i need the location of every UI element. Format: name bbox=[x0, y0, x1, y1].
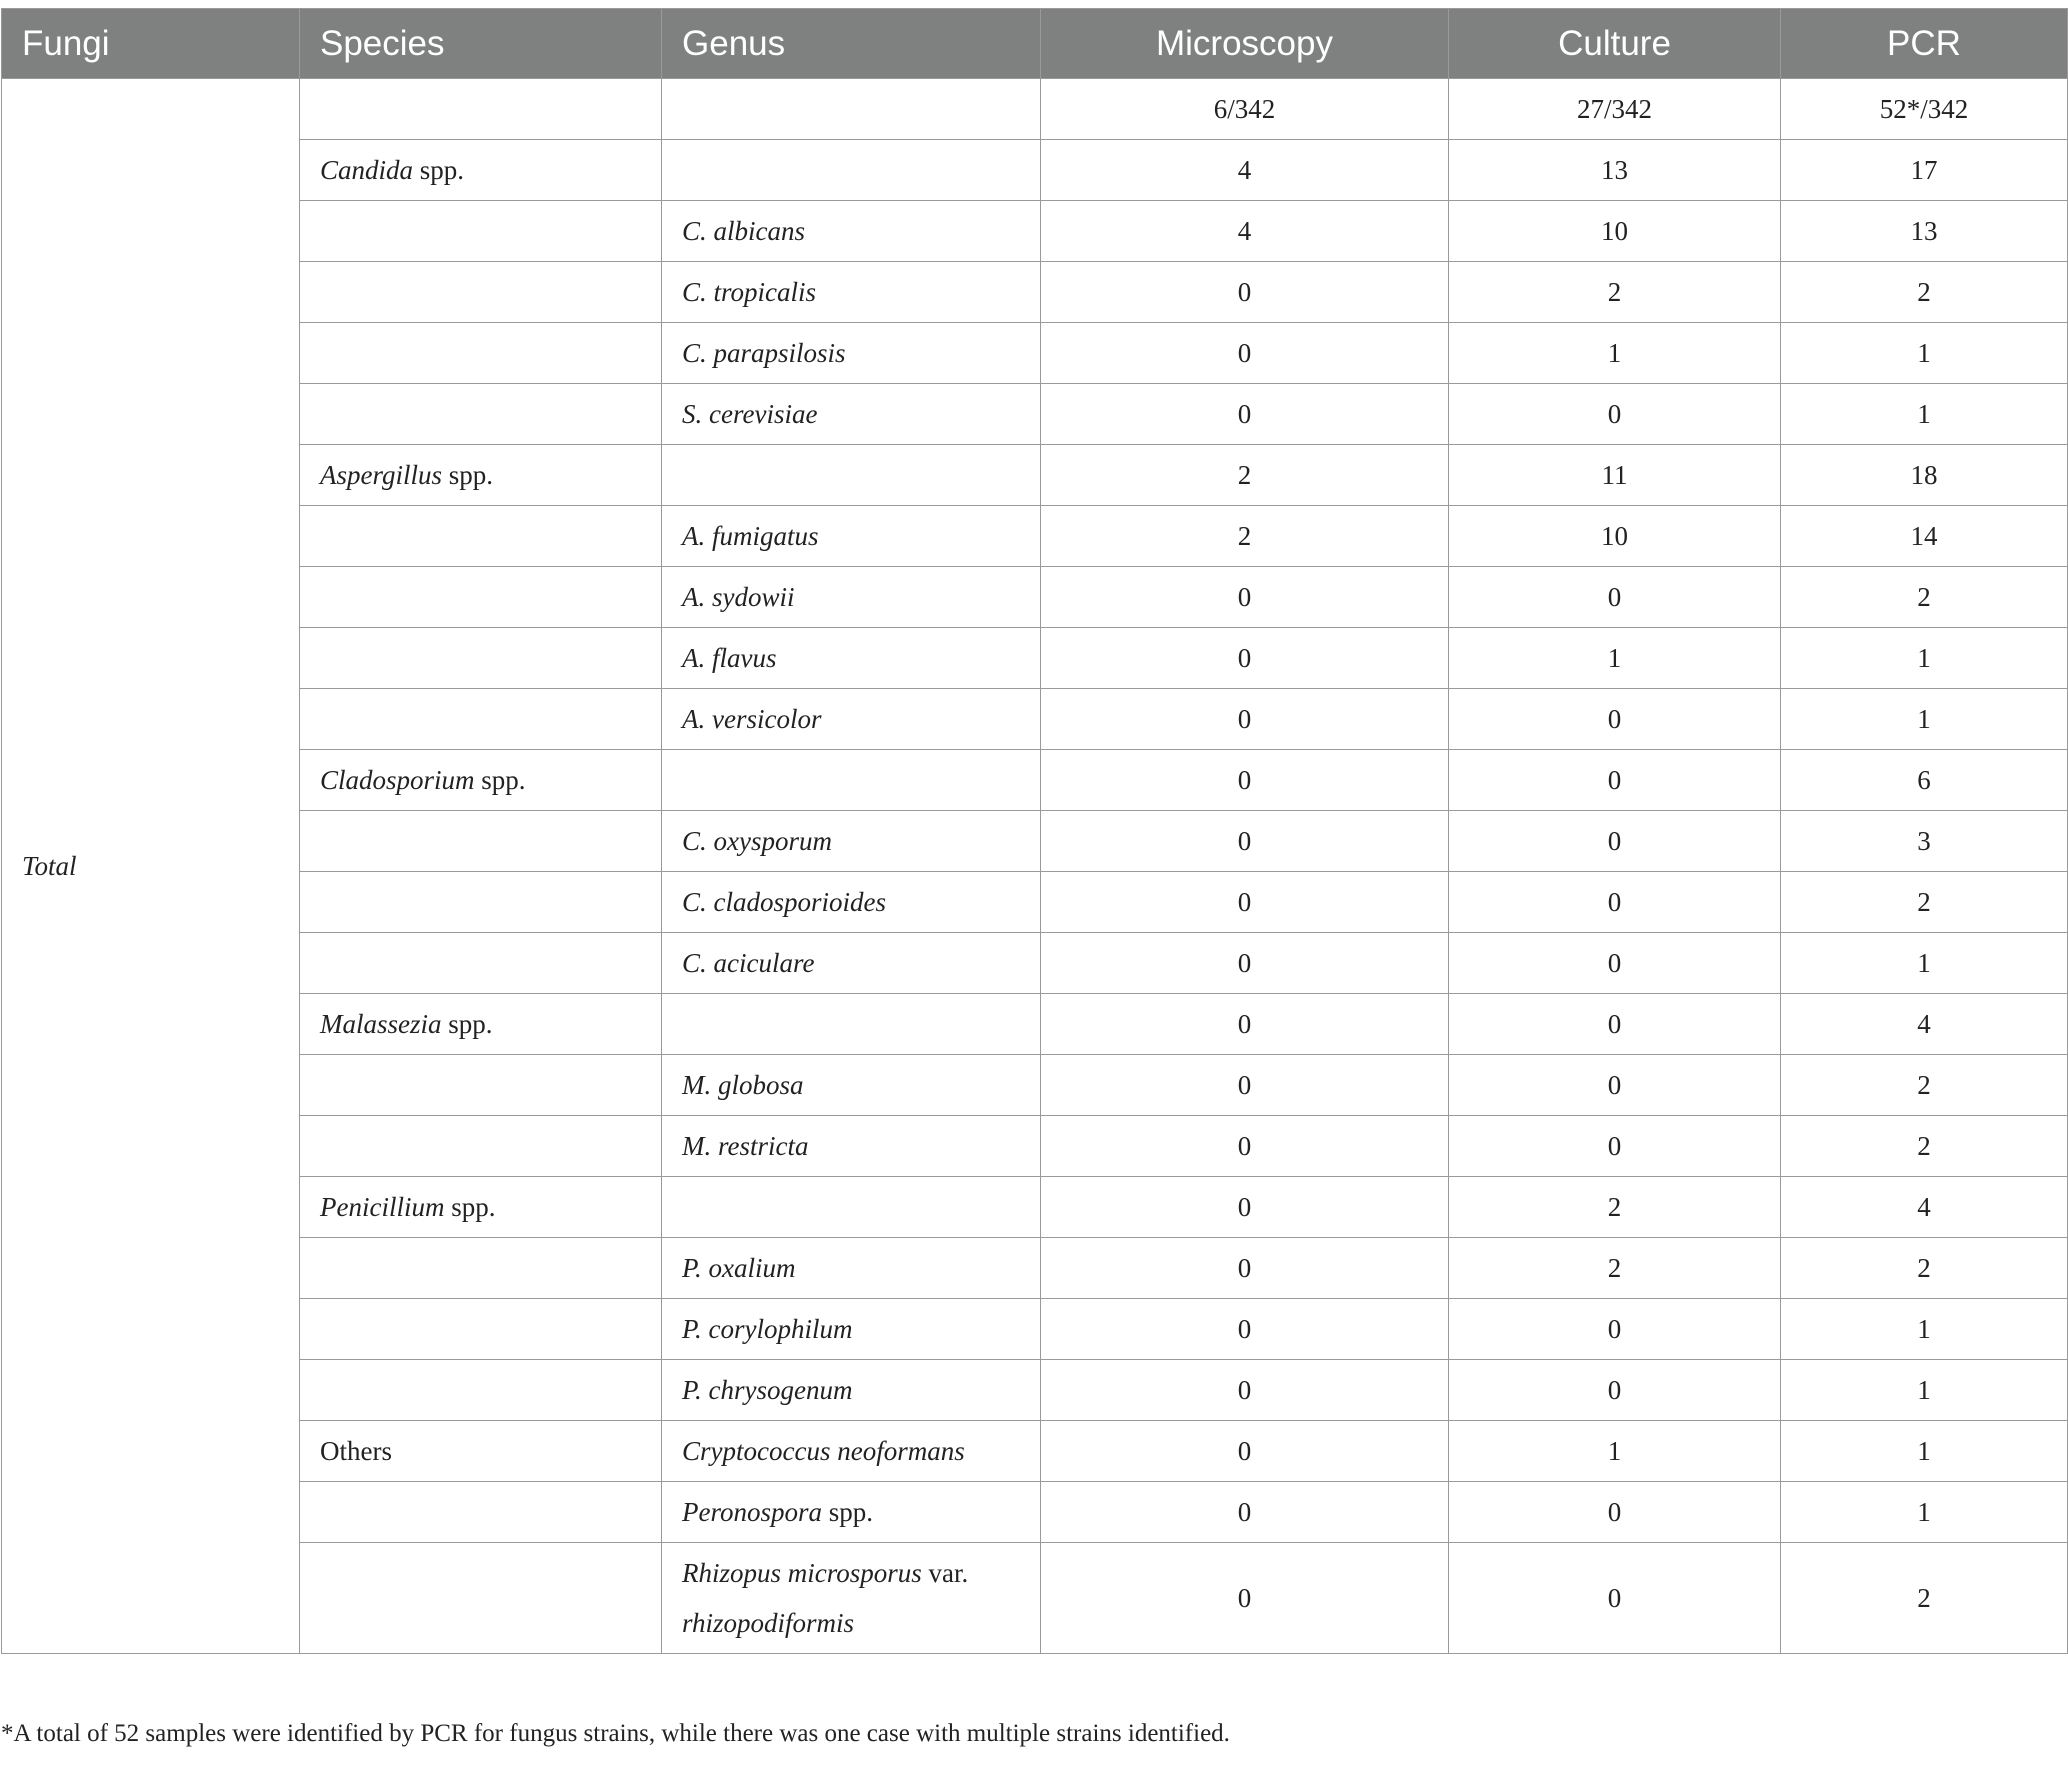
table-row bbox=[2, 628, 2068, 689]
genus-name-italic: S. cerevisiae bbox=[682, 398, 818, 429]
species-cell bbox=[300, 994, 662, 1055]
genus-name-italic: C. oxysporum bbox=[682, 825, 832, 856]
species-name-italic: Penicillium bbox=[320, 1191, 445, 1222]
culture-cell: 2 bbox=[1449, 262, 1781, 323]
microscopy-cell: 0 bbox=[1041, 628, 1449, 689]
culture-cell: 0 bbox=[1449, 994, 1781, 1055]
genus-cell bbox=[662, 1177, 1041, 1238]
microscopy-cell: 0 bbox=[1041, 384, 1449, 445]
table-row bbox=[2, 1543, 2068, 1654]
table-row bbox=[2, 1482, 2068, 1543]
table-row bbox=[2, 1421, 2068, 1482]
header-row bbox=[2, 9, 2068, 79]
culture-cell: 10 bbox=[1449, 506, 1781, 567]
species-name-italic: Cladosporium bbox=[320, 764, 475, 795]
culture-cell: 1 bbox=[1449, 1421, 1781, 1482]
genus-cell bbox=[662, 628, 1041, 689]
species-cell bbox=[300, 140, 662, 201]
table-row bbox=[2, 1055, 2068, 1116]
species-cell bbox=[300, 506, 662, 567]
table-row bbox=[2, 1116, 2068, 1177]
genus-cell bbox=[662, 201, 1041, 262]
microscopy-total: 6/342 bbox=[1041, 79, 1449, 140]
fungi-table bbox=[1, 8, 2068, 1654]
culture-cell: 2 bbox=[1449, 1177, 1781, 1238]
species-name-italic: Malassezia bbox=[320, 1008, 442, 1039]
microscopy-cell: 0 bbox=[1041, 1482, 1449, 1543]
table-footnote: *A total of 52 samples were identified by PCR for fungus strains, while there was one case with multiple strains identified. bbox=[1, 1720, 1230, 1747]
genus-cell bbox=[662, 1238, 1041, 1299]
species-cell bbox=[300, 1543, 662, 1654]
genus-cell bbox=[662, 140, 1041, 201]
species-cell bbox=[300, 1177, 662, 1238]
table-row bbox=[2, 1177, 2068, 1238]
species-cell bbox=[300, 262, 662, 323]
genus-name-italic: C. cladosporioides bbox=[682, 886, 887, 917]
genus-cell bbox=[662, 79, 1041, 140]
species-cell bbox=[300, 323, 662, 384]
table-row bbox=[2, 140, 2068, 201]
pcr-total: 52*/342 bbox=[1781, 79, 2068, 140]
pcr-cell: 3 bbox=[1781, 811, 2068, 872]
culture-cell: 11 bbox=[1449, 445, 1781, 506]
pcr-cell: 1 bbox=[1781, 323, 2068, 384]
pcr-cell: 1 bbox=[1781, 1482, 2068, 1543]
column-header-species: Species bbox=[300, 9, 662, 79]
pcr-cell: 1 bbox=[1781, 1360, 2068, 1421]
table-row bbox=[2, 811, 2068, 872]
species-cell bbox=[300, 1116, 662, 1177]
table-row bbox=[2, 1360, 2068, 1421]
species-cell bbox=[300, 1360, 662, 1421]
species-name-suffix: spp. bbox=[413, 154, 465, 185]
genus-name-italic: C. parapsilosis bbox=[682, 337, 846, 368]
species-cell bbox=[300, 384, 662, 445]
genus-name-italic: C. aciculare bbox=[682, 947, 815, 978]
species-name-suffix: spp. bbox=[441, 1008, 493, 1039]
pcr-cell: 1 bbox=[1781, 628, 2068, 689]
culture-cell: 0 bbox=[1449, 567, 1781, 628]
fungi-total-cell: Total bbox=[2, 79, 300, 1654]
table-row bbox=[2, 1238, 2068, 1299]
genus-cell bbox=[662, 384, 1041, 445]
species-cell bbox=[300, 567, 662, 628]
species-cell bbox=[300, 750, 662, 811]
microscopy-cell: 4 bbox=[1041, 201, 1449, 262]
species-cell bbox=[300, 1482, 662, 1543]
species-cell bbox=[300, 1238, 662, 1299]
genus-cell bbox=[662, 872, 1041, 933]
culture-cell: 0 bbox=[1449, 1543, 1781, 1654]
microscopy-cell: 2 bbox=[1041, 445, 1449, 506]
culture-cell: 0 bbox=[1449, 689, 1781, 750]
genus-name-italic: A. flavus bbox=[682, 642, 777, 673]
genus-name-suffix: spp. bbox=[822, 1496, 874, 1527]
genus-name-italic: Cryptococcus neoformans bbox=[682, 1435, 965, 1466]
species-cell bbox=[300, 445, 662, 506]
microscopy-cell: 0 bbox=[1041, 1177, 1449, 1238]
culture-cell: 0 bbox=[1449, 750, 1781, 811]
genus-name-suffix: var. bbox=[921, 1558, 969, 1588]
pcr-cell: 2 bbox=[1781, 872, 2068, 933]
pcr-cell: 4 bbox=[1781, 1177, 2068, 1238]
species-name-suffix: spp. bbox=[474, 764, 526, 795]
culture-cell: 13 bbox=[1449, 140, 1781, 201]
genus-cell bbox=[662, 1421, 1041, 1482]
culture-cell: 0 bbox=[1449, 933, 1781, 994]
species-name-suffix: Others bbox=[320, 1435, 392, 1466]
pcr-cell: 1 bbox=[1781, 933, 2068, 994]
column-header-fungi: Fungi bbox=[2, 9, 300, 79]
pcr-cell: 1 bbox=[1781, 1299, 2068, 1360]
species-name-italic: Candida bbox=[320, 154, 414, 185]
genus-name-italic: P. chrysogenum bbox=[682, 1374, 853, 1405]
genus-cell bbox=[662, 750, 1041, 811]
microscopy-cell: 0 bbox=[1041, 1299, 1449, 1360]
culture-cell: 1 bbox=[1449, 323, 1781, 384]
species-cell bbox=[300, 1055, 662, 1116]
pcr-cell: 1 bbox=[1781, 384, 2068, 445]
table-row bbox=[2, 445, 2068, 506]
microscopy-cell: 0 bbox=[1041, 994, 1449, 1055]
genus-name-italic: A. fumigatus bbox=[682, 520, 819, 551]
microscopy-cell: 0 bbox=[1041, 811, 1449, 872]
table-row bbox=[2, 994, 2068, 1055]
microscopy-cell: 0 bbox=[1041, 689, 1449, 750]
column-header-culture: Culture bbox=[1449, 9, 1781, 79]
genus-cell bbox=[662, 1482, 1041, 1543]
genus-name-italic: C. tropicalis bbox=[682, 276, 817, 307]
genus-name-italic: P. corylophilum bbox=[682, 1313, 853, 1344]
microscopy-cell: 0 bbox=[1041, 1421, 1449, 1482]
genus-cell bbox=[662, 567, 1041, 628]
microscopy-cell: 4 bbox=[1041, 140, 1449, 201]
table-row bbox=[2, 262, 2068, 323]
pcr-cell: 2 bbox=[1781, 1116, 2068, 1177]
pcr-cell: 4 bbox=[1781, 994, 2068, 1055]
genus-cell bbox=[662, 1360, 1041, 1421]
column-header-genus: Genus bbox=[662, 9, 1041, 79]
table-row bbox=[2, 201, 2068, 262]
species-cell bbox=[300, 811, 662, 872]
pcr-cell: 2 bbox=[1781, 567, 2068, 628]
pcr-cell: 18 bbox=[1781, 445, 2068, 506]
genus-name-italic: C. albicans bbox=[682, 215, 806, 246]
genus-name-italic: A. sydowii bbox=[682, 581, 795, 612]
pcr-cell: 14 bbox=[1781, 506, 2068, 567]
pcr-cell: 1 bbox=[1781, 1421, 2068, 1482]
culture-cell: 1 bbox=[1449, 628, 1781, 689]
genus-variety-italic: rhizopodiformis bbox=[682, 1608, 855, 1638]
species-name-suffix: spp. bbox=[444, 1191, 496, 1222]
table-row bbox=[2, 323, 2068, 384]
culture-total: 27/342 bbox=[1449, 79, 1781, 140]
culture-cell: 0 bbox=[1449, 1299, 1781, 1360]
genus-cell bbox=[662, 994, 1041, 1055]
culture-cell: 0 bbox=[1449, 1360, 1781, 1421]
culture-cell: 0 bbox=[1449, 872, 1781, 933]
table-row bbox=[2, 933, 2068, 994]
species-cell bbox=[300, 689, 662, 750]
genus-cell bbox=[662, 262, 1041, 323]
microscopy-cell: 0 bbox=[1041, 1360, 1449, 1421]
pcr-cell: 1 bbox=[1781, 689, 2068, 750]
culture-cell: 0 bbox=[1449, 1482, 1781, 1543]
genus-cell bbox=[662, 1055, 1041, 1116]
table-row bbox=[2, 689, 2068, 750]
genus-name-italic: Peronospora bbox=[682, 1496, 822, 1527]
pcr-cell: 2 bbox=[1781, 1543, 2068, 1654]
pcr-cell: 2 bbox=[1781, 1238, 2068, 1299]
microscopy-cell: 0 bbox=[1041, 1116, 1449, 1177]
genus-cell bbox=[662, 445, 1041, 506]
totals-row bbox=[2, 79, 2068, 140]
table-row bbox=[2, 750, 2068, 811]
microscopy-cell: 0 bbox=[1041, 1238, 1449, 1299]
microscopy-cell: 0 bbox=[1041, 323, 1449, 384]
species-cell bbox=[300, 1421, 662, 1482]
genus-cell bbox=[662, 689, 1041, 750]
species-cell bbox=[300, 1299, 662, 1360]
species-name-suffix: spp. bbox=[442, 459, 494, 490]
pcr-cell: 17 bbox=[1781, 140, 2068, 201]
pcr-cell: 2 bbox=[1781, 1055, 2068, 1116]
microscopy-cell: 2 bbox=[1041, 506, 1449, 567]
genus-cell bbox=[662, 1299, 1041, 1360]
genus-cell bbox=[662, 1116, 1041, 1177]
microscopy-cell: 0 bbox=[1041, 872, 1449, 933]
genus-cell bbox=[662, 1543, 1041, 1654]
microscopy-cell: 0 bbox=[1041, 1055, 1449, 1116]
genus-cell bbox=[662, 323, 1041, 384]
species-cell bbox=[300, 79, 662, 140]
pcr-cell: 13 bbox=[1781, 201, 2068, 262]
genus-name-italic: Rhizopus microsporus bbox=[682, 1558, 922, 1588]
culture-cell: 0 bbox=[1449, 1116, 1781, 1177]
microscopy-cell: 0 bbox=[1041, 1543, 1449, 1654]
species-cell bbox=[300, 201, 662, 262]
genus-name-italic: P. oxalium bbox=[682, 1252, 796, 1283]
genus-cell bbox=[662, 933, 1041, 994]
species-cell bbox=[300, 628, 662, 689]
pcr-cell: 2 bbox=[1781, 262, 2068, 323]
pcr-cell: 6 bbox=[1781, 750, 2068, 811]
microscopy-cell: 0 bbox=[1041, 750, 1449, 811]
species-name-italic: Aspergillus bbox=[320, 459, 443, 490]
species-cell bbox=[300, 933, 662, 994]
table-row bbox=[2, 567, 2068, 628]
genus-cell bbox=[662, 811, 1041, 872]
culture-cell: 0 bbox=[1449, 384, 1781, 445]
microscopy-cell: 0 bbox=[1041, 567, 1449, 628]
table-row bbox=[2, 872, 2068, 933]
genus-name-italic: A. versicolor bbox=[682, 703, 822, 734]
table-row bbox=[2, 506, 2068, 567]
table-row bbox=[2, 384, 2068, 445]
culture-cell: 2 bbox=[1449, 1238, 1781, 1299]
culture-cell: 0 bbox=[1449, 811, 1781, 872]
species-cell bbox=[300, 872, 662, 933]
genus-cell bbox=[662, 506, 1041, 567]
genus-name-italic: M. restricta bbox=[682, 1130, 809, 1161]
column-header-pcr: PCR bbox=[1781, 9, 2068, 79]
microscopy-cell: 0 bbox=[1041, 262, 1449, 323]
culture-cell: 0 bbox=[1449, 1055, 1781, 1116]
genus-name-italic: M. globosa bbox=[682, 1069, 804, 1100]
culture-cell: 10 bbox=[1449, 201, 1781, 262]
table-row bbox=[2, 1299, 2068, 1360]
microscopy-cell: 0 bbox=[1041, 933, 1449, 994]
column-header-microscopy: Microscopy bbox=[1041, 9, 1449, 79]
